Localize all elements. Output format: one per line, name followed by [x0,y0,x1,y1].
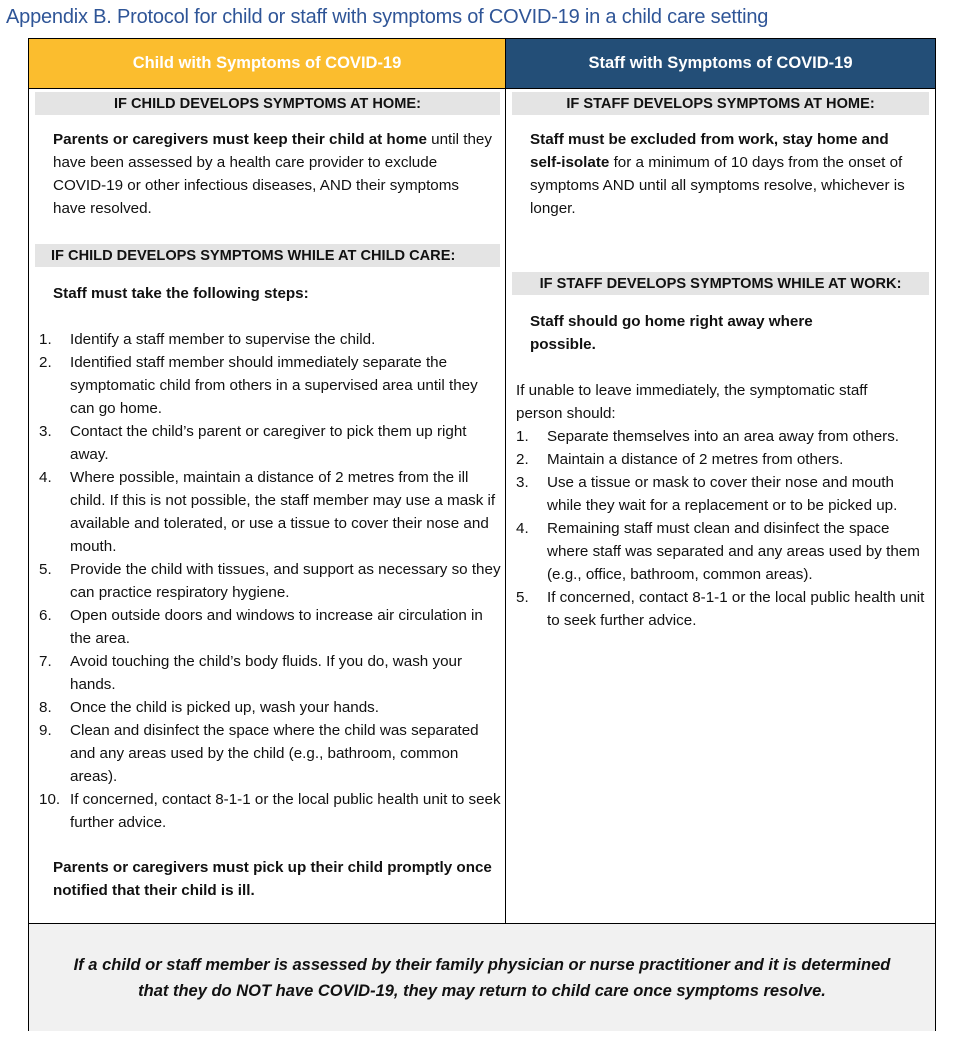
child-at-care-intro [53,282,493,305]
child-step-text: Identified staff member should immediately separate the symptomatic child from others in a supervised area until they can go home. [70,354,478,417]
child-step [39,351,501,420]
staff-step-text: Use a tissue or mask to cover their nose and mouth while they wait for a replacement or to be picked up. [547,474,898,514]
child-step-text: Provide the child with tissues, and support as necessary so they can practice respiratory hygiene. [70,561,501,601]
child-closing-text: Parents or caregivers must pick up their child promptly once notified that their child is ill. [53,859,492,899]
footer-line-2: that they do NOT have COVID-19, they may return to child care once symptoms resolve. [138,981,826,1000]
staff-step-text: Separate themselves into an area away from others. [547,428,900,445]
child-step-text: Where possible, maintain a distance of 2 metres from the ill child. If this is not possible, the staff member may use a mask if available and tolerated, or use a tissue to cover their nose and mouth. [70,469,496,555]
child-step [39,696,501,719]
child-step-number: 7. [39,653,52,670]
staff-step-number: 5. [516,589,529,606]
staff-at-home-bold: Staff must be excluded from work, stay home and self-isolate [530,131,889,171]
staff-step [516,517,926,586]
child-step-text: Once the child is picked up, wash your hands. [70,699,379,716]
staff-steps-list [516,425,926,632]
staff-at-work-subheader: IF STAFF DEVELOPS SYMPTOMS WHILE AT WORK: [512,272,929,295]
child-step [39,328,501,351]
child-step-text: If concerned, contact 8-1-1 or the local public health unit to seek further advice. [70,791,501,831]
child-step [39,650,501,696]
return-to-care-note [29,923,935,1031]
footer-line-1: If a child or staff member is assessed by their family physician or nurse practitioner and it is determined [73,955,891,974]
staff-step [516,586,926,632]
child-step-text: Avoid touching the child’s body fluids. If you do, wash your hands. [70,653,463,693]
staff-column-header: Staff with Symptoms of COVID-19 [506,39,935,89]
staff-at-work-intro-text: Staff should go home right away where possible. [530,313,813,353]
staff-step-number: 4. [516,520,529,537]
staff-at-work-intro [530,310,870,356]
child-column-header: Child with Symptoms of COVID-19 [29,39,506,89]
staff-step-text: Maintain a distance of 2 metres from others. [547,451,844,468]
child-step [39,420,501,466]
staff-step-number: 2. [516,451,529,468]
child-step-number: 1. [39,331,52,348]
child-at-home-body: until they have been assessed by a health care provider to exclude COVID-19 or other infectious diseases, AND their symptoms have resolved. [53,131,492,217]
child-step [39,558,501,604]
child-step-text: Clean and disinfect the space where the child was separated and any areas used by the child (e.g., bathroom, common areas). [70,722,479,785]
page-title: Appendix B. Protocol for child or staff with symptoms of COVID-19 in a child care setting [6,6,769,28]
child-steps-list [39,328,501,834]
child-step-number: 2. [39,354,52,371]
child-step-number: 5. [39,561,52,578]
staff-step [516,471,926,517]
child-at-home-text [53,128,493,220]
child-step [39,466,501,558]
child-at-home-subheader: IF CHILD DEVELOPS SYMPTOMS AT HOME: [35,92,500,115]
child-at-home-bold: Parents or caregivers must keep their child at home [53,131,427,148]
child-step-number: 8. [39,699,52,716]
child-step-number: 3. [39,423,52,440]
staff-step-number: 1. [516,428,529,445]
child-step [39,719,501,788]
child-step-number: 6. [39,607,52,624]
staff-step-number: 3. [516,474,529,491]
child-at-care-intro-text: Staff must take the following steps: [53,285,309,302]
child-step-number: 4. [39,469,52,486]
staff-at-home-body: for a minimum of 10 days from the onset of symptoms AND until all symptoms resolve, whichever is longer. [530,154,905,217]
staff-at-work-lead: If unable to leave immediately, the symptomatic staff person should: [516,382,868,422]
staff-at-home-text [530,128,920,220]
staff-step-text: Remaining staff must clean and disinfect the space where staff was separated and any areas used by them (e.g., office, bathroom, common areas). [547,520,920,583]
child-step-text: Contact the child’s parent or caregiver to pick them up right away. [70,423,467,463]
child-step-number: 9. [39,722,52,739]
staff-step [516,425,926,448]
child-at-care-subheader: IF CHILD DEVELOPS SYMPTOMS WHILE AT CHILD CARE: [35,244,500,267]
staff-step-text: If concerned, contact 8-1-1 or the local public health unit to seek further advice. [547,589,925,629]
child-closing [53,856,493,902]
child-step [39,788,501,834]
child-step-text: Identify a staff member to supervise the child. [70,331,376,348]
staff-step [516,448,926,471]
child-step [39,604,501,650]
child-step-number: 10. [39,791,61,808]
staff-at-home-subheader: IF STAFF DEVELOPS SYMPTOMS AT HOME: [512,92,929,115]
column-divider [505,89,506,924]
child-step-text: Open outside doors and windows to increase air circulation in the area. [70,607,483,647]
protocol-table [28,38,936,1031]
